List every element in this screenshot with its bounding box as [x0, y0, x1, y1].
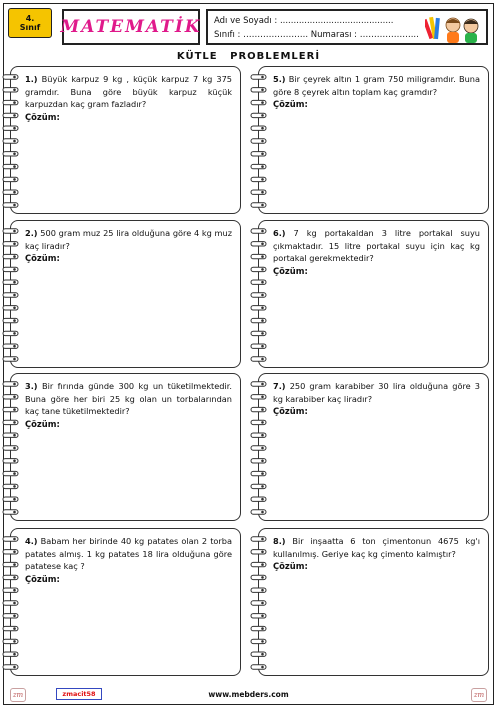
question-number: 5.): [273, 74, 286, 84]
question-body: Bir fırında günde 300 kg un tüketilmektedir. Buna göre her biri 25 kg olan un torbalarından kaç tane tüketilmektedir?: [25, 381, 232, 416]
question-card-3: [10, 373, 241, 521]
footer-logo-right: zm: [471, 688, 487, 702]
footer-logo-left: zm: [10, 688, 26, 702]
question-number: 8.): [273, 536, 286, 546]
question-text: [25, 227, 232, 252]
solution-label: Çözüm:: [25, 418, 60, 429]
subject-title: MATEMATİK: [60, 17, 202, 37]
student-info-box: [206, 9, 488, 45]
question-text: [273, 73, 480, 98]
spiral-binding-icon: [250, 535, 268, 671]
children-illustration-icon: [425, 13, 483, 45]
footer-url: www.mebders.com: [208, 690, 289, 699]
grade-badge: [8, 8, 52, 38]
spiral-binding-icon: [250, 73, 268, 209]
question-text: [273, 227, 480, 265]
question-card-6: [258, 220, 489, 368]
question-card-8: [258, 528, 489, 676]
subject-box: [62, 9, 200, 45]
question-card-7: [258, 373, 489, 521]
question-number: 3.): [25, 381, 38, 391]
question-body: Babam her birinde 40 kg patates olan 2 torba patates almış. 1 kg patates 18 lira olduğuna göre patatese kaç ?: [25, 536, 232, 571]
question-body: 250 gram karabiber 30 lira olduğuna göre 3 kg karabiber kaç liradır?: [273, 381, 480, 404]
grade-label: Sınıf: [19, 23, 41, 32]
question-card-1: [10, 66, 241, 214]
grade-number: 4.: [25, 13, 35, 23]
spiral-binding-icon: [2, 227, 20, 363]
question-body: 500 gram muz 25 lira olduğuna göre 4 kg muz kaç liradır?: [25, 228, 232, 251]
question-text: [273, 380, 480, 405]
question-text: [25, 535, 232, 573]
spiral-binding-icon: [250, 227, 268, 363]
solution-label: Çözüm:: [25, 573, 60, 584]
solution-label: Çözüm:: [273, 99, 308, 109]
spiral-binding-icon: [2, 535, 20, 671]
question-number: 7.): [273, 381, 286, 391]
question-number: 4.): [25, 536, 38, 546]
question-body: Büyük karpuz 9 kg , küçük karpuz 7 kg 375 gramdır. Buna göre büyük karpuz küçük karpuzdan kaç gram fazladır?: [25, 74, 232, 109]
section-title: KÜTLE PROBLEMLERİ: [176, 51, 321, 62]
question-text: [273, 535, 480, 560]
question-body: 7 kg portakaldan 3 litre portakal suyu çıkmaktadır. 15 litre portakal suyu için kaç kg portakal gerekmektedir?: [273, 228, 480, 263]
question-number: 2.): [25, 228, 38, 238]
question-text: [25, 380, 232, 418]
question-card-2: [10, 220, 241, 368]
question-number: 6.): [273, 228, 286, 238]
solution-label: Çözüm:: [273, 406, 308, 416]
question-text: [25, 73, 232, 111]
question-body: Bir çeyrek altın 1 gram 750 miligramdır. Buna göre 8 çeyrek altın toplam kaç gramdır?: [273, 74, 480, 97]
author-tag: zmacit58: [56, 688, 102, 700]
question-card-5: [258, 66, 489, 214]
solution-label: Çözüm:: [273, 265, 308, 276]
class-number-line: Sınıfı : ………………….. Numarası : ………………...: [214, 30, 419, 40]
solution-label: Çözüm:: [25, 253, 60, 263]
question-number: 1.): [25, 74, 38, 84]
question-body: Bir inşaatta 6 ton çimentonun 4675 kg'ı kullanılmış. Geriye kaç kg çimento kalmıştır?: [273, 536, 480, 559]
spiral-binding-icon: [2, 73, 20, 209]
spiral-binding-icon: [250, 380, 268, 516]
spiral-binding-icon: [2, 380, 20, 516]
question-card-4: [10, 528, 241, 676]
solution-label: Çözüm:: [25, 111, 60, 122]
solution-label: Çözüm:: [273, 561, 308, 571]
name-line: Adı ve Soyadı : ..........................................: [214, 16, 394, 26]
